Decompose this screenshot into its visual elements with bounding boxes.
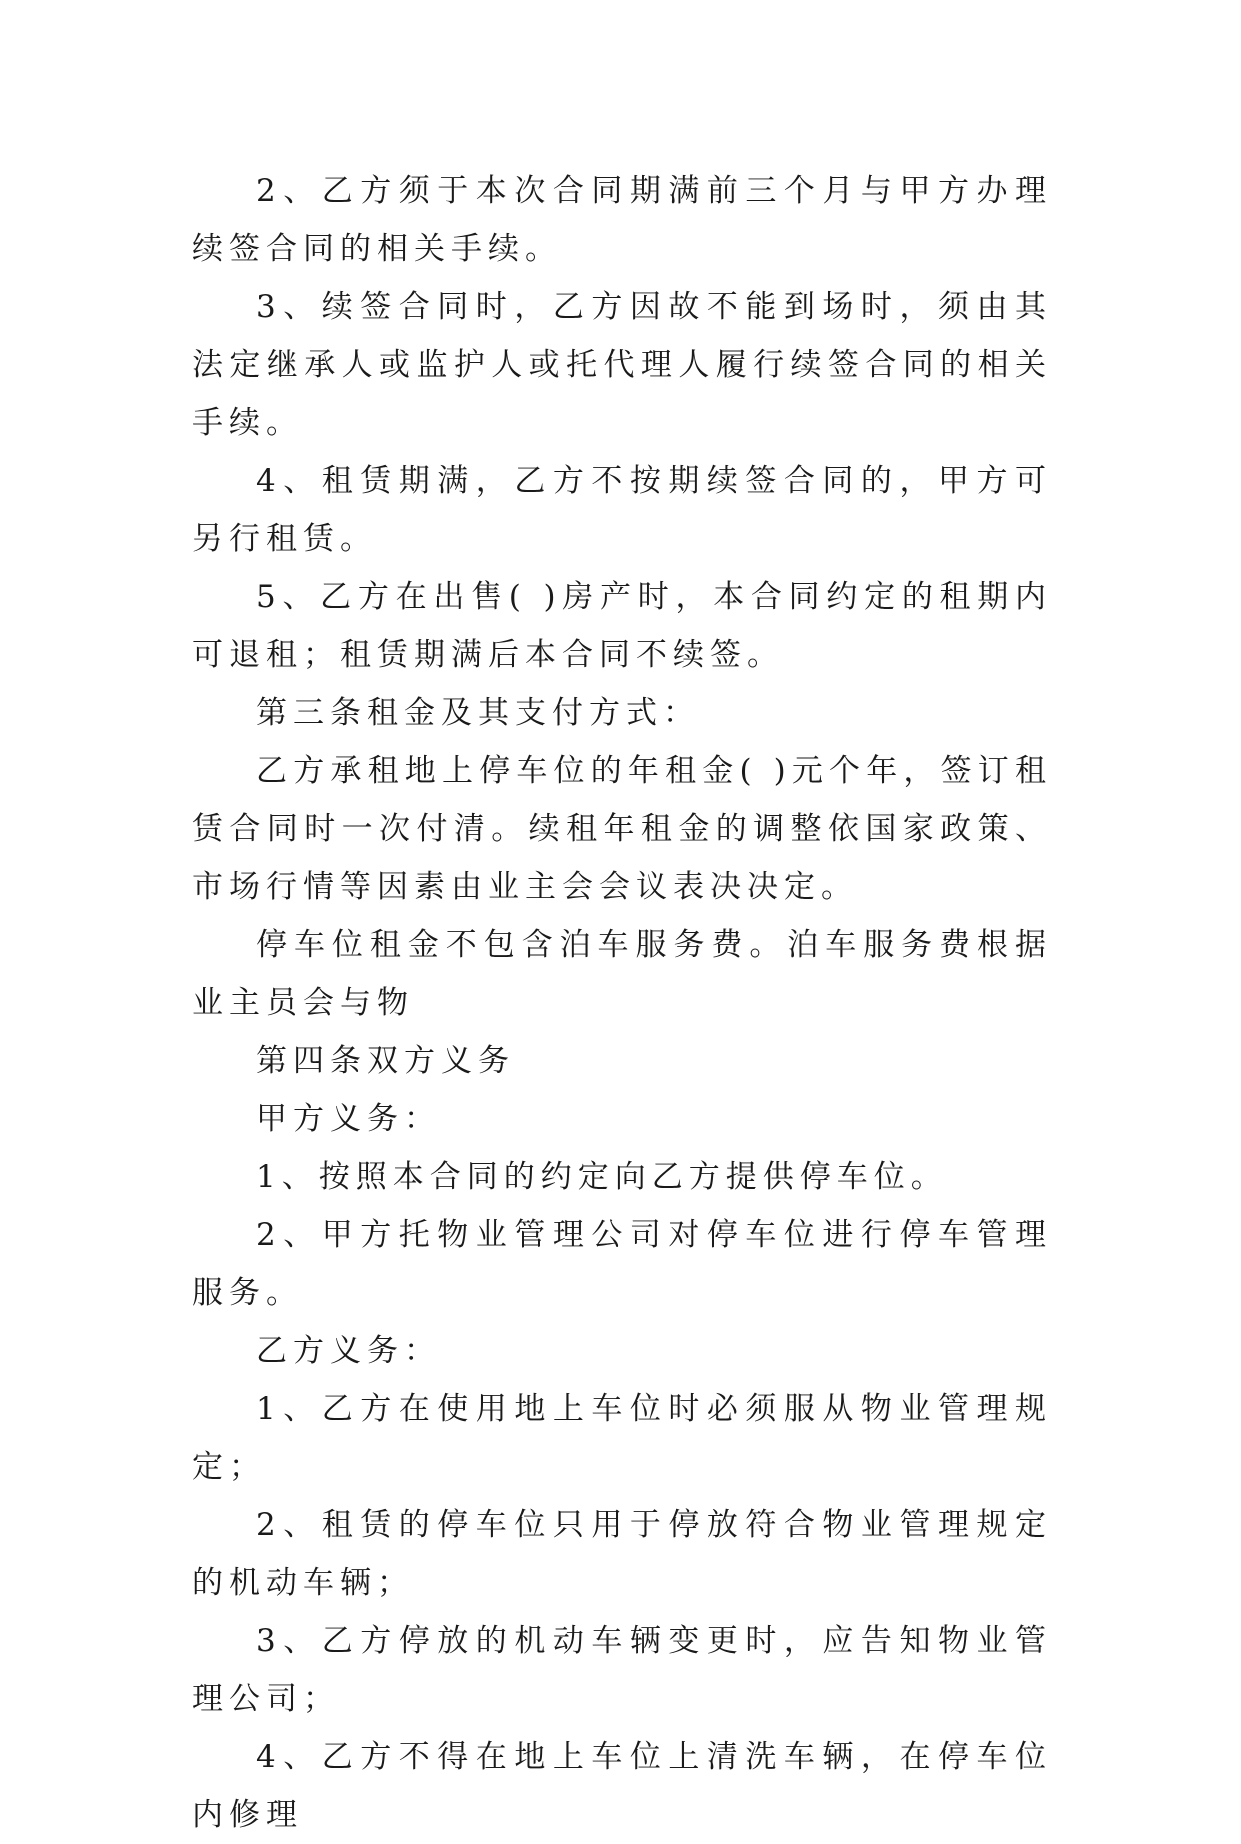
clause-renewal-timing: 2、乙方须于本次合同期满前三个月与甲方办理续签合同的相关手续。 <box>192 173 1052 267</box>
clause-lease-expiry: 4、租赁期满，乙方不按期续签合同的，甲方可另行租赁。 <box>192 463 1052 557</box>
article-four-heading: 第四条双方义务 <box>256 1043 515 1079</box>
party-b-obligation-3: 3、乙方停放的机动车辆变更时，应告知物业管理公司； <box>192 1623 1052 1717</box>
party-b-obligation-1: 1、乙方在使用地上车位时必须服从物业管理规定； <box>192 1391 1052 1485</box>
clause-renewal-proxy: 3、续签合同时，乙方因故不能到场时，须由其法定继承人或监护人或托代理人履行续签合同的相关手续。 <box>192 289 1052 441</box>
parking-service-fee-paragraph: 停车位租金不包含泊车服务费。泊车服务费根据业主员会与物 <box>192 927 1052 1021</box>
article-three-heading: 第三条租金及其支付方式： <box>256 695 700 731</box>
clause-property-sale: 5、乙方在出售( )房产时，本合同约定的租期内可退租；租赁期满后本合同不续签。 <box>192 579 1052 673</box>
document-body <box>192 162 1052 1844</box>
party-b-obligation-2: 2、租赁的停车位只用于停放符合物业管理规定的机动车辆； <box>192 1507 1052 1601</box>
party-a-obligation-2: 2、甲方托物业管理公司对停车位进行停车管理服务。 <box>192 1217 1052 1311</box>
party-a-obligations-heading: 甲方义务： <box>256 1101 441 1137</box>
party-a-obligation-1: 1、按照本合同的约定向乙方提供停车位。 <box>256 1159 948 1195</box>
party-b-obligations-heading: 乙方义务： <box>256 1333 441 1369</box>
party-b-obligation-4: 4、乙方不得在地上车位上清洗车辆，在停车位内修理 <box>192 1739 1052 1833</box>
annual-rent-paragraph: 乙方承租地上停车位的年租金( )元个年，签订租赁合同时一次付清。续租年租金的调整依国家政策、市场行情等因素由业主会会议表决决定。 <box>192 753 1052 905</box>
